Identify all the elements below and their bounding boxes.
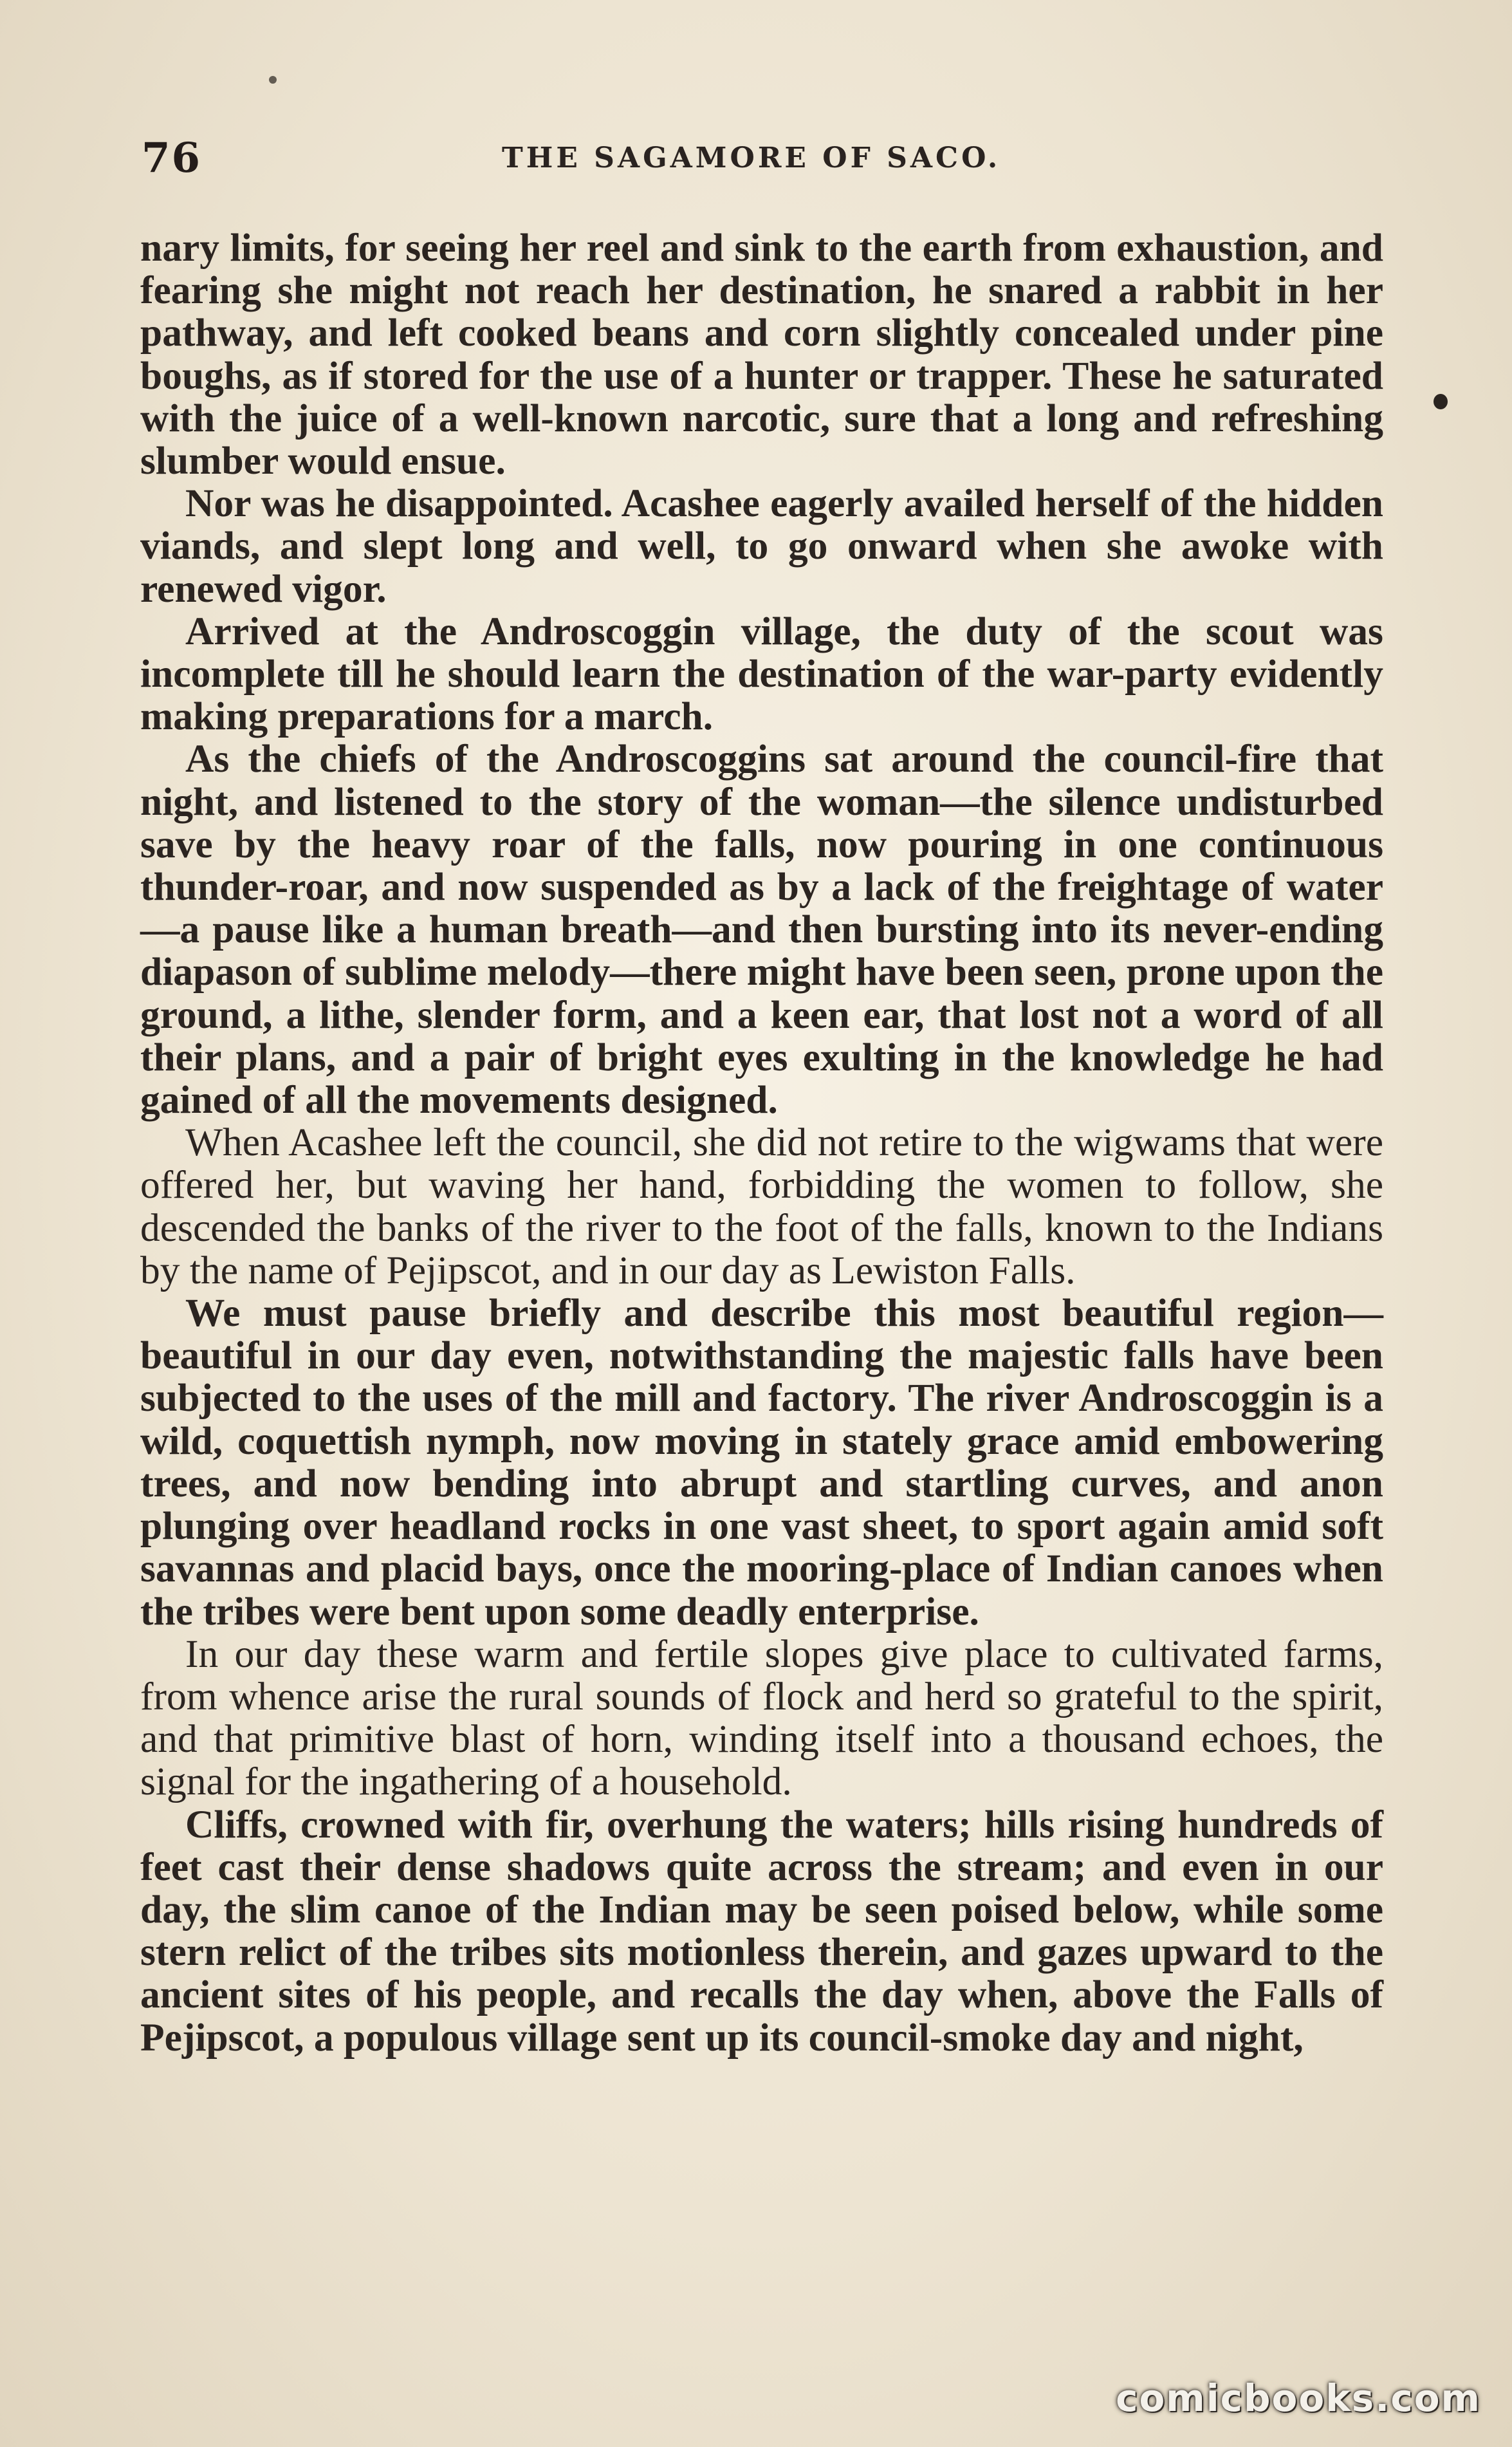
- page-number: 76: [142, 134, 202, 182]
- paragraph-8: Cliffs, crowned with fir, overhung the waters; hills rising hundreds of feet cast their dense shadows quite across the stream; and even in our day, the slim canoe of the Indian may be seen poised below, while some stern relict of the tribes sits motionless therein, and gazes upward to the ancient sites of his people, and recalls the day when, above the Falls of Pejipscot, a populous village sent up its council-smoke day and night,: [140, 1802, 1383, 2060]
- paragraph-7: In our day these warm and fertile slopes give place to cultivated farms, from whence arise the rural sounds of flock and herd so grateful to the spirit, and that primitive blast of horn, winding itself into a thousand echoes, the signal for the ingathering of a household.: [140, 1632, 1383, 1804]
- body-text: [140, 227, 1383, 2059]
- running-title: THE SAGAMORE OF SACO.: [502, 142, 1001, 174]
- running-head: [142, 129, 1383, 187]
- paragraph-2: Nor was he disappointed. Acashee eagerly availed herself of the hidden viands, and slept long and well, to go onward when she awoke with renewed vigor.: [140, 481, 1383, 611]
- ink-speck-icon: [1434, 394, 1448, 409]
- site-watermark: comicbooks.com: [1116, 2376, 1481, 2420]
- paragraph-4: As the chiefs of the Androscoggins sat around the council-fire that night, and listened to the story of the woman—the silence undisturbed save by the heavy roar of the falls, now pouring in one continuous thunder-roar, and now suspended as by a lack of the freightage of water—a pause like a human breath—and then bursting into its never-ending diapason of sublime melody—there might have been seen, prone upon the ground, a lithe, slender form, and a keen ear, that lost not a word of all their plans, and a pair of bright eyes exulting in the knowledge he had gained of all the movements designed.: [140, 737, 1383, 1122]
- ink-speck-icon: [269, 76, 277, 84]
- paragraph-1: nary limits, for seeing her reel and sink to the earth from exhaustion, and fearing she might not reach her destination, he snared a rabbit in her pathway, and left cooked beans and corn slightly concealed under pine boughs, as if stored for the use of a hunter or trapper. These he saturated with the juice of a well-known narcotic, sure that a long and refreshing slumber would ensue.: [140, 226, 1383, 483]
- paragraph-3: Arrived at the Androscoggin village, the duty of the scout was incomplete till he should learn the destination of the war-party evidently making preparations for a march.: [140, 609, 1383, 739]
- paragraph-5: When Acashee left the council, she did not retire to the wigwams that were offered her, but waving her hand, forbidding the women to follow, she descended the banks of the river to the foot of the falls, known to the Indians by the name of Pejipscot, and in our day as Lewiston Falls.: [140, 1121, 1383, 1292]
- paragraph-6: We must pause briefly and describe this most beautiful region—beautiful in our day even, notwithstanding the majestic falls have been subjected to the uses of the mill and factory. The river Androscoggin is a wild, coquettish nymph, now moving in stately grace amid embowering trees, and now bending into abrupt and startling curves, and anon plunging over headland rocks in one vast sheet, to sport again amid soft savannas and placid bays, once the mooring-place of Indian canoes when the tribes were bent upon some deadly enterprise.: [140, 1291, 1383, 1633]
